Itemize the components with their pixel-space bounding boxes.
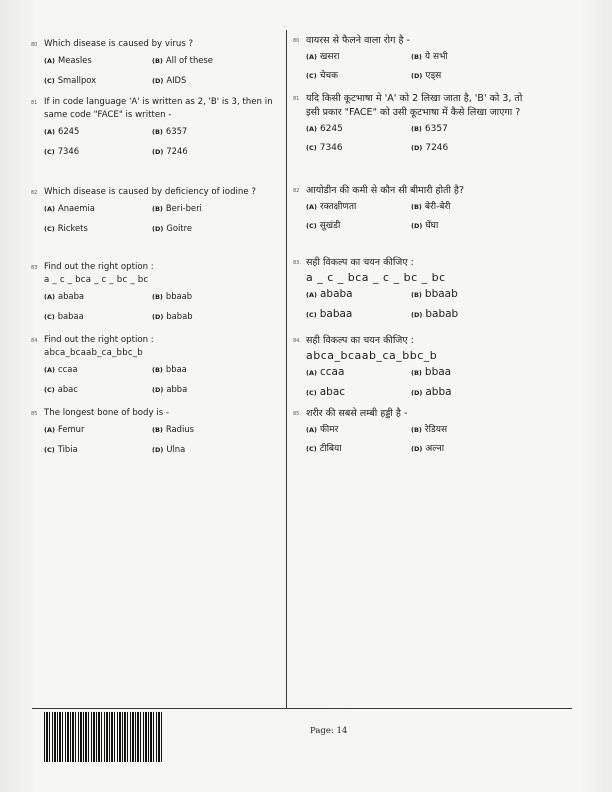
option-b[interactable]: (B) Beri-beri [152,203,202,213]
question-stem: सही विकल्प का चयन कीजिए : [306,257,414,268]
option-d[interactable]: (D) babab [411,308,459,320]
option-b[interactable]: (B) bbaa [152,364,187,374]
option-a[interactable]: (A) फीमर [306,425,339,435]
letter-series: a _ c _ bca _ c _ bc _ bc [44,275,149,285]
option-a[interactable]: (A) ababa [44,291,85,301]
option-a[interactable]: (A) रक्तक्षीणता [306,202,357,212]
option-d[interactable]: (D) 7246 [411,143,449,153]
option-d[interactable]: (D) एड्स [411,71,442,81]
question-stem: सही विकल्प का चयन कीजिए : [306,335,414,346]
question-number: 84 [31,338,38,344]
option-c[interactable]: (C) Tibia [44,444,78,454]
question-number: 81 [31,100,38,106]
question-80-en [31,38,278,88]
question-number: 85 [31,411,38,417]
question-stem: Find out the right option : [44,262,154,272]
question-number: 80 [31,42,38,48]
option-b[interactable]: (B) बेरी-बेरी [411,202,451,212]
letter-series: abca_bcaab_ca_bbc_b [306,349,438,362]
question-83-hi [293,256,530,322]
option-a[interactable]: (A) ccaa [306,366,345,378]
question-stem: यदि किसी कूटभाषा मे 'A' को 2 लिखा जाता है, 'B' को 3, तो इसी प्रकार "FACE" को उसी कूटभाषा में कैसे लिखा जाएगा ? [306,93,523,118]
option-a[interactable]: (A) Anaemia [44,203,95,213]
option-c[interactable]: (C) babaa [306,308,353,320]
question-83-en [31,261,278,324]
option-d[interactable]: (D) अल्ना [411,444,445,454]
option-d[interactable]: (D) abba [152,384,188,394]
option-b[interactable]: (B) रेडियस [411,425,448,435]
option-c[interactable]: (C) abac [306,386,346,398]
option-a[interactable]: (A) Measles [44,55,92,65]
question-stem: If in code language 'A' is written as 2, 'B' is 3, then in same code "FACE" is written - [44,97,273,120]
question-82-en [31,186,284,236]
option-a[interactable]: (A) ccaa [44,364,78,374]
question-80-hi [293,34,530,83]
barcode [44,712,162,762]
option-a[interactable]: (A) Femur [44,424,85,434]
footer-rule [32,708,572,709]
page-number: Page: 14 [310,726,348,736]
option-a[interactable]: (A) 6245 [306,124,343,134]
option-d[interactable]: (D) babab [152,311,193,321]
option-c[interactable]: (C) babaa [44,311,84,321]
option-c[interactable]: (C) सुखंडी [306,221,341,231]
option-c[interactable]: (C) टीबिया [306,444,342,454]
question-stem: The longest bone of body is - [44,408,170,418]
option-d[interactable]: (D) घेंघा [411,221,439,231]
option-b[interactable]: (B) Radius [152,424,194,434]
question-81-hi [293,92,530,155]
option-d[interactable]: (D) abba [411,386,452,398]
question-81-en [31,96,280,159]
question-85-en [31,407,278,457]
question-84-en [31,334,278,397]
option-b[interactable]: (B) All of these [152,55,213,65]
question-85-hi [293,407,530,456]
question-number: 84. [293,338,301,344]
option-b[interactable]: (B) 6357 [411,124,448,134]
question-number: 81 [293,96,300,102]
option-b[interactable]: (B) bbaab [411,288,458,300]
option-b[interactable]: (B) 6357 [152,126,188,136]
option-a[interactable]: (A) 6245 [44,126,80,136]
question-stem: शरीर की सबसे लम्बी हड्डी है - [306,408,408,419]
question-number: 85. [293,411,301,417]
option-c[interactable]: (C) चेचक [306,71,339,81]
option-c[interactable]: (C) 7346 [44,146,80,156]
option-b[interactable]: (B) bbaab [152,291,193,301]
option-c[interactable]: (C) abac [44,384,78,394]
letter-series: a _ c _ bca _ c _ bc _ bc [306,271,446,284]
option-c[interactable]: (C) Rickets [44,223,88,233]
option-b[interactable]: (B) ये सभी [411,52,448,62]
question-stem: Find out the right option : [44,335,154,345]
option-c[interactable]: (C) 7346 [306,143,343,153]
question-stem: Which disease is caused by virus ? [44,39,194,49]
option-c[interactable]: (C) Smallpox [44,75,97,85]
option-d[interactable]: (D) AIDS [152,75,187,85]
option-a[interactable]: (A) खसरा [306,52,340,62]
question-number: 83. [293,260,301,266]
option-d[interactable]: (D) Ulna [152,444,186,454]
question-number: 83 [31,265,38,271]
question-number: 82 [31,190,38,196]
question-number: 82 [293,188,300,194]
question-stem: Which disease is caused by deficiency of iodine ? [44,187,256,197]
column-divider [286,30,287,708]
option-d[interactable]: (D) Goitre [152,223,192,233]
question-82-hi [293,184,530,233]
option-a[interactable]: (A) ababa [306,288,353,300]
question-stem: आयोडीन की कमी से कौन सी बीमारी होती है? [306,185,465,196]
option-b[interactable]: (B) bbaa [411,366,452,378]
question-number: 80 [293,38,300,44]
question-84-hi [293,334,530,400]
option-d[interactable]: (D) 7246 [152,146,188,156]
letter-series: abca_bcaab_ca_bbc_b [44,348,143,358]
question-stem: वायरस से फैलने वाला रोग है - [306,35,410,46]
